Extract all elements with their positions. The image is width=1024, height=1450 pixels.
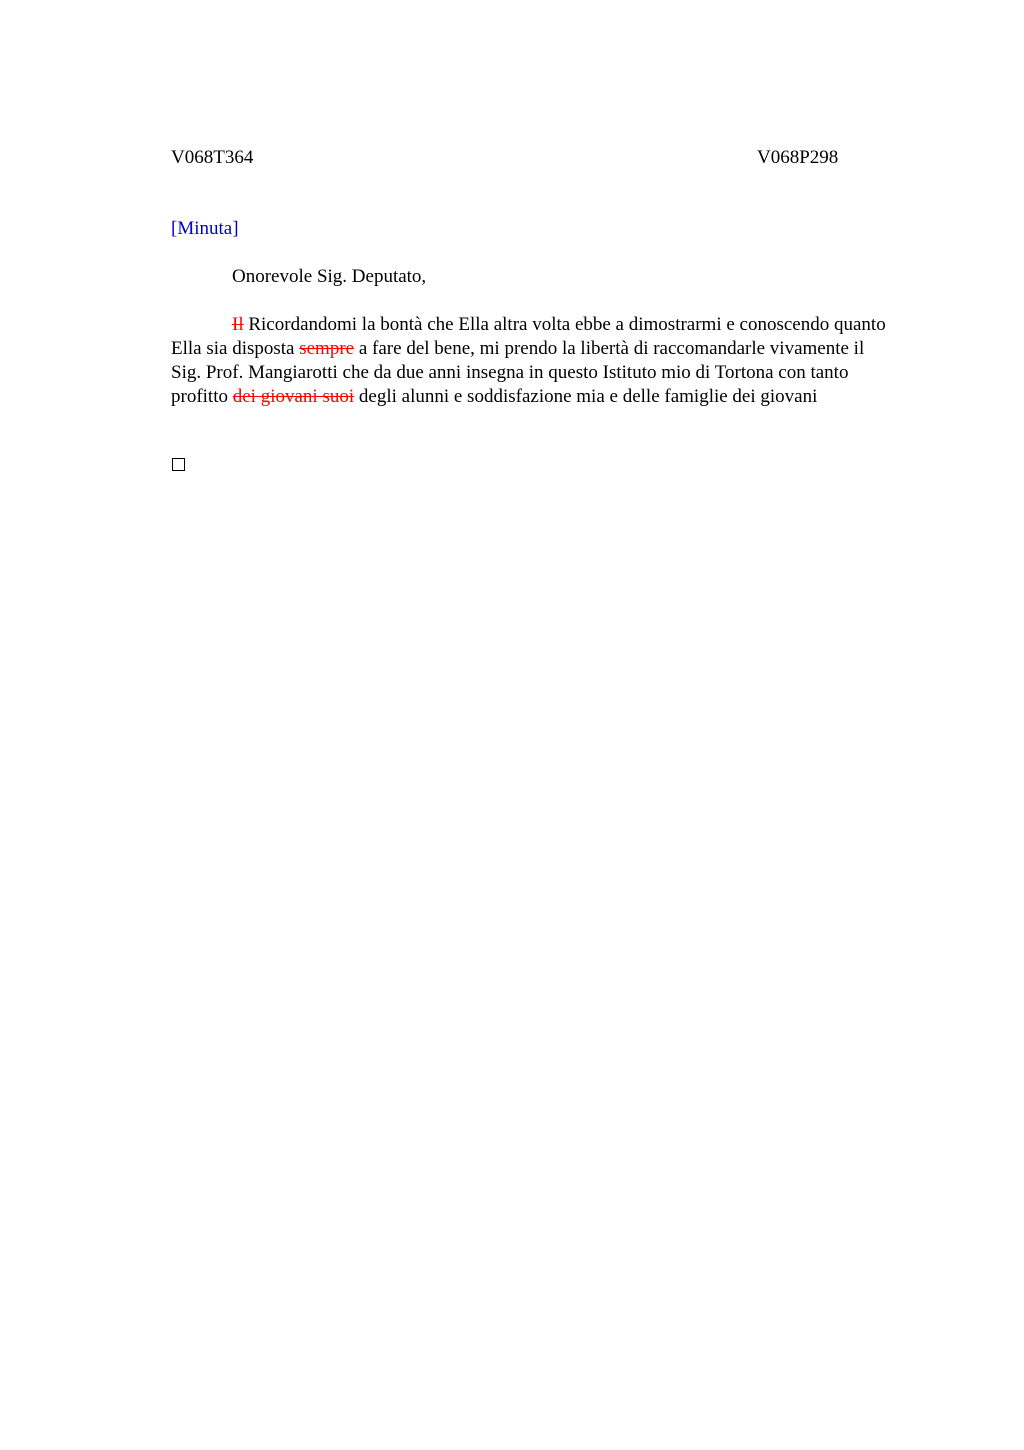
paragraph-text: Ricordandomi la bontà che Ella altra volta ebbe a dimostrarmi e conoscendo quanto Ella sia disposta bbox=[171, 314, 886, 359]
salutation: Onorevole Sig. Deputato, bbox=[232, 266, 427, 287]
deleted-phrase: dei giovani suoi bbox=[232, 386, 355, 407]
checkbox-square-icon bbox=[172, 458, 185, 471]
deleted-word: Il bbox=[232, 314, 244, 335]
paragraph-text: degli alunni e soddisfazione mia e delle famiglie dei giovani bbox=[354, 386, 818, 407]
document-code-right: V068P298 bbox=[757, 147, 839, 168]
body-paragraph bbox=[171, 313, 891, 409]
paragraph-text: a fare del bene, mi prendo la libertà di raccomandarle vivamente il Sig. Prof. Mangiarotti che da due anni insegna in questo Istituto mio di Tortona con tanto profitto bbox=[171, 338, 865, 407]
deleted-word: sempre bbox=[299, 338, 355, 359]
minuta-label: [Minuta] bbox=[171, 218, 239, 239]
document-code-left: V068T364 bbox=[171, 147, 254, 168]
